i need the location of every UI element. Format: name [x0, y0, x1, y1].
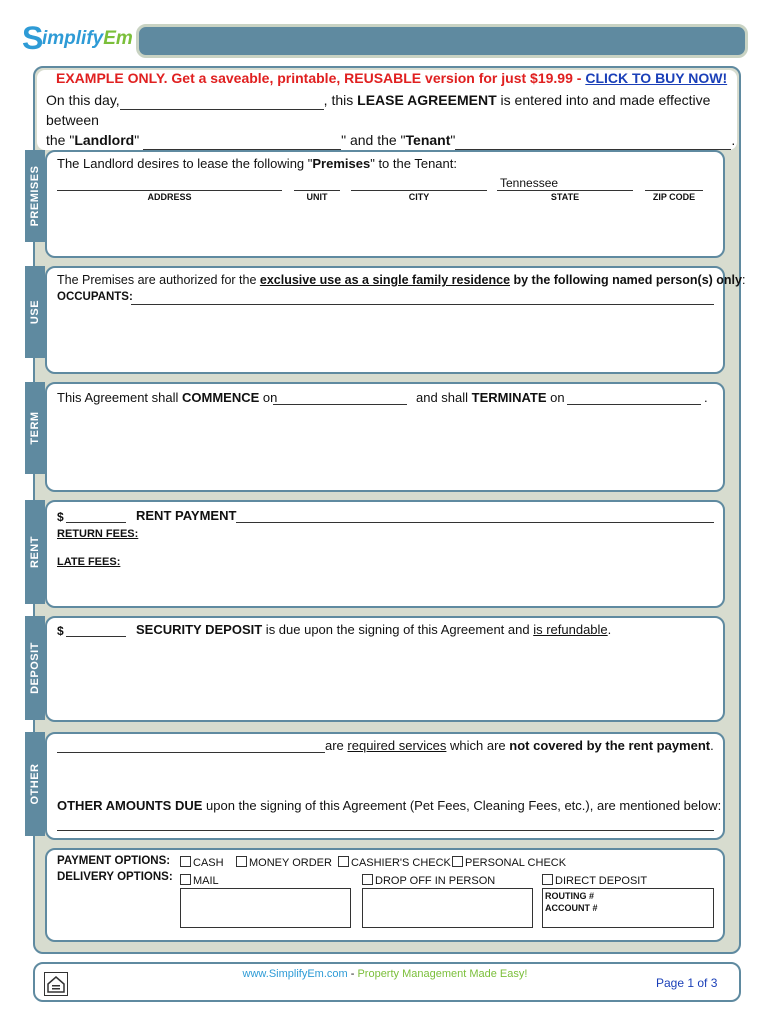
logo-text: [42, 28, 133, 50]
tab-deposit-label: DEPOSIT: [29, 642, 41, 694]
drop-off-option[interactable]: [362, 874, 495, 887]
other-not-covered: not covered by the rent payment: [509, 738, 711, 753]
unit-field[interactable]: [294, 190, 340, 191]
use-text3: by the following named person(s) only: [510, 273, 742, 287]
drop-off-address-box[interactable]: [362, 888, 533, 928]
zip-label: ZIP CODE: [652, 192, 696, 202]
term-and-shall: and shall: [416, 390, 472, 405]
landlord-name-field[interactable]: [143, 136, 341, 150]
unit-label: UNIT: [306, 192, 328, 202]
state-field[interactable]: [497, 190, 633, 191]
footer-link: [0, 968, 770, 980]
mail-checkbox[interactable]: [180, 874, 191, 885]
term-period: .: [704, 390, 708, 405]
occupants-field[interactable]: [131, 304, 714, 305]
rent-dollar: $: [57, 510, 64, 524]
direct-deposit-label: DIRECT DEPOSIT: [555, 875, 648, 887]
state-value: Tennessee: [500, 176, 559, 190]
other-amounts-field[interactable]: [57, 830, 714, 831]
other-required: required services: [347, 738, 447, 753]
footer-tagline: Property Management Made Easy!: [357, 968, 528, 980]
term-on2: on: [546, 390, 565, 405]
tab-rent: [25, 500, 45, 604]
footer-dash: -: [347, 968, 358, 980]
use-text2: exclusive use as a single family residence: [259, 273, 511, 287]
use-text1: The Premises are authorized for the: [57, 273, 260, 287]
intro-landlord: Landlord: [74, 132, 135, 148]
cashiers-check-option[interactable]: [338, 856, 451, 869]
page-number: Page 1 of 3: [656, 976, 718, 990]
logo-simplify: implify: [42, 28, 104, 49]
promo-banner: [56, 70, 727, 86]
term-commence-text: [57, 390, 277, 405]
direct-deposit-checkbox[interactable]: [542, 874, 553, 885]
deposit-due: is due upon the signing of this Agreement and: [262, 622, 534, 637]
tab-term-label: TERM: [29, 411, 41, 445]
intro-period: .: [731, 132, 736, 148]
logo-em: Em: [103, 28, 133, 49]
intro-on-this-day: On this day,: [46, 92, 120, 108]
term-terminate-text: [416, 390, 565, 405]
routing-label: ROUTING #: [545, 891, 595, 901]
money-order-option[interactable]: [236, 856, 332, 869]
intro-tenant: Tenant: [405, 132, 451, 148]
intro-entered: is entered into and made effective between: [46, 92, 711, 128]
logo-dollar-s: S: [22, 20, 44, 56]
premises-to-tenant: " to the Tenant:: [370, 156, 457, 171]
deposit-security: SECURITY DEPOSIT: [136, 622, 263, 637]
tab-use-label: USE: [29, 299, 41, 325]
cashiers-check-checkbox[interactable]: [338, 856, 349, 867]
other-amounts-text: [57, 798, 721, 813]
services-text: [325, 738, 714, 753]
premises-word: Premises: [312, 156, 371, 171]
tenant-name-field[interactable]: [455, 136, 731, 150]
city-field[interactable]: [351, 190, 487, 191]
other-which: which are: [446, 738, 510, 753]
use-text: [57, 273, 745, 287]
intro-quote2: ": [450, 132, 456, 148]
zip-field[interactable]: [645, 190, 703, 191]
cash-option[interactable]: [180, 856, 224, 869]
payment-options-label: PAYMENT OPTIONS:: [57, 855, 171, 867]
tab-rent-label: RENT: [29, 536, 41, 568]
late-fees-label: LATE FEES:: [57, 556, 121, 568]
term-terminate: TERMINATE: [471, 390, 547, 405]
intro-the: the ": [46, 132, 75, 148]
use-colon: :: [741, 273, 746, 287]
intro-quote1: ": [134, 132, 140, 148]
rent-amount-field[interactable]: [66, 522, 126, 523]
occupants-label: OCCUPANTS:: [57, 291, 133, 303]
commence-date-field[interactable]: [273, 404, 407, 405]
tab-premises: [25, 150, 45, 242]
delivery-options-label: DELIVERY OPTIONS:: [57, 871, 173, 883]
deposit-period: .: [607, 622, 612, 637]
premises-text: [57, 156, 457, 171]
personal-check-option[interactable]: [452, 856, 566, 869]
account-label: ACCOUNT #: [545, 903, 598, 913]
other-upon: upon the signing of this Agreement (Pet Fees, Cleaning Fees, etc.), are mentioned below:: [202, 798, 722, 813]
city-label: CITY: [408, 192, 430, 202]
other-period: .: [710, 738, 714, 753]
tab-deposit: [25, 616, 45, 720]
personal-check-checkbox[interactable]: [452, 856, 463, 867]
other-amounts: OTHER AMOUNTS DUE: [57, 798, 203, 813]
deposit-text: [136, 622, 611, 637]
services-field[interactable]: [57, 752, 325, 753]
address-field[interactable]: [57, 190, 282, 191]
cash-label: CASH: [193, 857, 224, 869]
state-label: STATE: [550, 192, 580, 202]
tab-term: [25, 382, 45, 474]
header-bar: [136, 24, 748, 58]
simplifyem-logo: [22, 22, 132, 56]
mail-option[interactable]: [180, 874, 219, 887]
tab-other: [25, 732, 45, 836]
address-label: ADDRESS: [147, 192, 192, 202]
promo-text: EXAMPLE ONLY. Get a saveable, printable, REUSABLE version for just $19.99 -: [56, 70, 586, 86]
term-commence: COMMENCE: [182, 390, 260, 405]
money-order-label: MONEY ORDER: [249, 857, 332, 869]
drop-off-checkbox[interactable]: [362, 874, 373, 885]
tab-use: [25, 266, 45, 358]
date-field[interactable]: [120, 96, 324, 110]
deposit-dollar: $: [57, 624, 64, 638]
cashiers-check-label: CASHIER'S CHECK: [351, 857, 451, 869]
intro-and-the: " and the ": [341, 132, 406, 148]
intro-lease-agreement: LEASE AGREEMENT: [357, 92, 497, 108]
other-are: are: [325, 738, 348, 753]
footer-site-link[interactable]: www.SimplifyEm.com: [242, 968, 348, 980]
rent-payment-field[interactable]: [236, 522, 714, 523]
term-on1: on: [259, 390, 278, 405]
tab-premises-label: PREMISES: [29, 165, 41, 227]
intro-this: , this: [323, 92, 358, 108]
deposit-amount-field[interactable]: [66, 636, 126, 637]
money-order-checkbox[interactable]: [236, 856, 247, 867]
mail-label: MAIL: [193, 875, 219, 887]
premises-desire: The Landlord desires to lease the following ": [57, 156, 313, 171]
personal-check-label: PERSONAL CHECK: [465, 857, 567, 869]
terminate-date-field[interactable]: [567, 404, 701, 405]
deposit-refundable: is refundable: [533, 622, 608, 637]
direct-deposit-option[interactable]: [542, 874, 647, 887]
drop-off-label: DROP OFF IN PERSON: [375, 875, 496, 887]
buy-now-link[interactable]: CLICK TO BUY NOW!: [585, 70, 728, 86]
intro-paragraph: [46, 90, 736, 150]
mail-address-box[interactable]: [180, 888, 351, 928]
return-fees-label: RETURN FEES:: [57, 528, 139, 540]
cash-checkbox[interactable]: [180, 856, 191, 867]
rent-payment-label: RENT PAYMENT: [136, 508, 237, 523]
term-text1: This Agreement shall: [57, 390, 183, 405]
tab-other-label: OTHER: [29, 763, 41, 805]
